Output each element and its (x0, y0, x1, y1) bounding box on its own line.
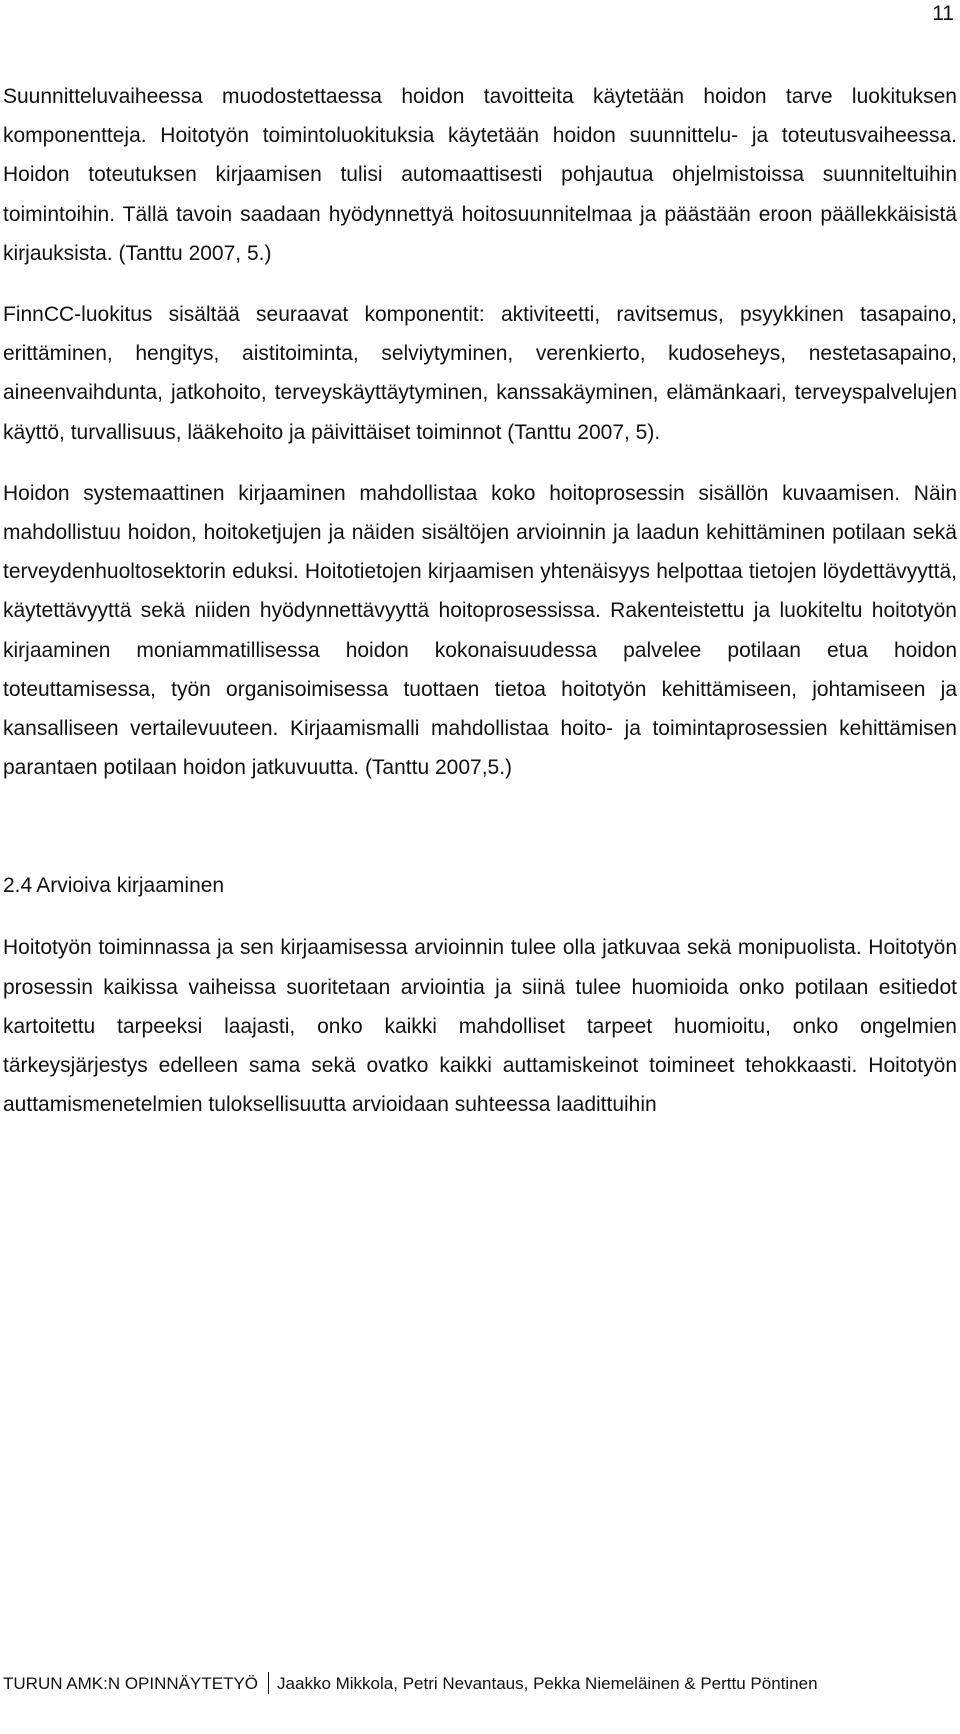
section-heading (3, 866, 957, 905)
paragraph-systematic-documentation: Hoidon systemaattinen kirjaaminen mahdollistaa koko hoitoprosessin sisällön kuvaamisen. Näin mahdollistuu hoidon, hoitoketjujen ja näiden sisältöjen arvioinnin ja laadun kehittäminen potilaan sekä terveydenhuoltosektorin eduksi. Hoitotietojen kirjaamisen yhtenäisyys helpottaa tietojen löydettävyyttä, käytettävyyttä sekä niiden hyödynnettävyyttä hoitoprosessissa. Rakenteistettu ja luokiteltu hoitotyön kirjaaminen moniammatillisessa hoidon kokonaisuudessa palvelee potilaan etua hoidon toteuttamisessa, työn organisoimisessa tuottaen tietoa hoitotyön kehittämiseen, johtamiseen ja kansalliseen vertailevuuteen. Kirjaamismalli mahdollistaa hoito- ja toimintaprosessien kehittämisen parantaen potilaan hoidon jatkuvuutta. (Tanttu 2007,5.) (3, 481, 957, 780)
footer-divider (268, 1672, 269, 1694)
page-footer (3, 1672, 957, 1695)
page-body (0, 77, 960, 1124)
footer-institution: TURUN AMK:N OPINNÄYTETYÖ (3, 1674, 259, 1693)
paragraph-evaluation: Hoitotyön toiminnassa ja sen kirjaamisessa arvioinnin tulee olla jatkuvaa sekä monipuolista. Hoitotyön prosessin kaikissa vaiheissa suoritetaan arviointia ja siinä tulee huomioida onko potilaan esitiedot kartoitettu tarpeeksi laajasti, onko kaikki mahdolliset tarpeet huomioitu, onko ongelmien tärkeysjärjestys edelleen sama sekä ovatko kaikki auttamiskeinot toimineet tehokkaasti. Hoitotyön auttamismenetelmien tuloksellisuutta arvioidaan suhteessa laadittuihin (3, 936, 957, 1117)
section-number: 2.4 (3, 874, 33, 898)
paragraph-planning: Suunnitteluvaiheessa muodostettaessa hoidon tavoitteita käytetään hoidon tarve luokituksen komponentteja. Hoitotyön toimintoluokituksia käytetään hoidon suunnittelu- ja toteutusvaiheessa. Hoidon toteutuksen kirjaamisen tulisi automaattisesti pohjautua ohjelmistoissa suunniteltuihin toimintoihin. Tällä tavoin saadaan hyödynnettyä hoitosuunnitelmaa ja päästään eroon päällekkäisistä kirjauksista. (Tanttu 2007, 5.) (3, 85, 957, 265)
footer-authors: Jaakko Mikkola, Petri Nevantaus, Pekka Niemeläinen & Perttu Pöntinen (277, 1674, 818, 1693)
section-title: Arvioiva kirjaaminen (36, 874, 225, 898)
paragraph-finncc: FinnCC-luokitus sisältää seuraavat komponentit: aktiviteetti, ravitsemus, psyykkinen tasapaino, erittäminen, hengitys, aistitoiminta, selviytyminen, verenkierto, kudoseheys, nestetasapaino, aineenvaihdunta, jatkohoito, terveyskäyttäytyminen, kanssakäyminen, elämänkaari, terveyspalvelujen käyttö, turvallisuus, lääkehoito ja päivittäiset toiminnot (Tanttu 2007, 5). (3, 303, 957, 444)
page-number: 11 (932, 2, 954, 25)
